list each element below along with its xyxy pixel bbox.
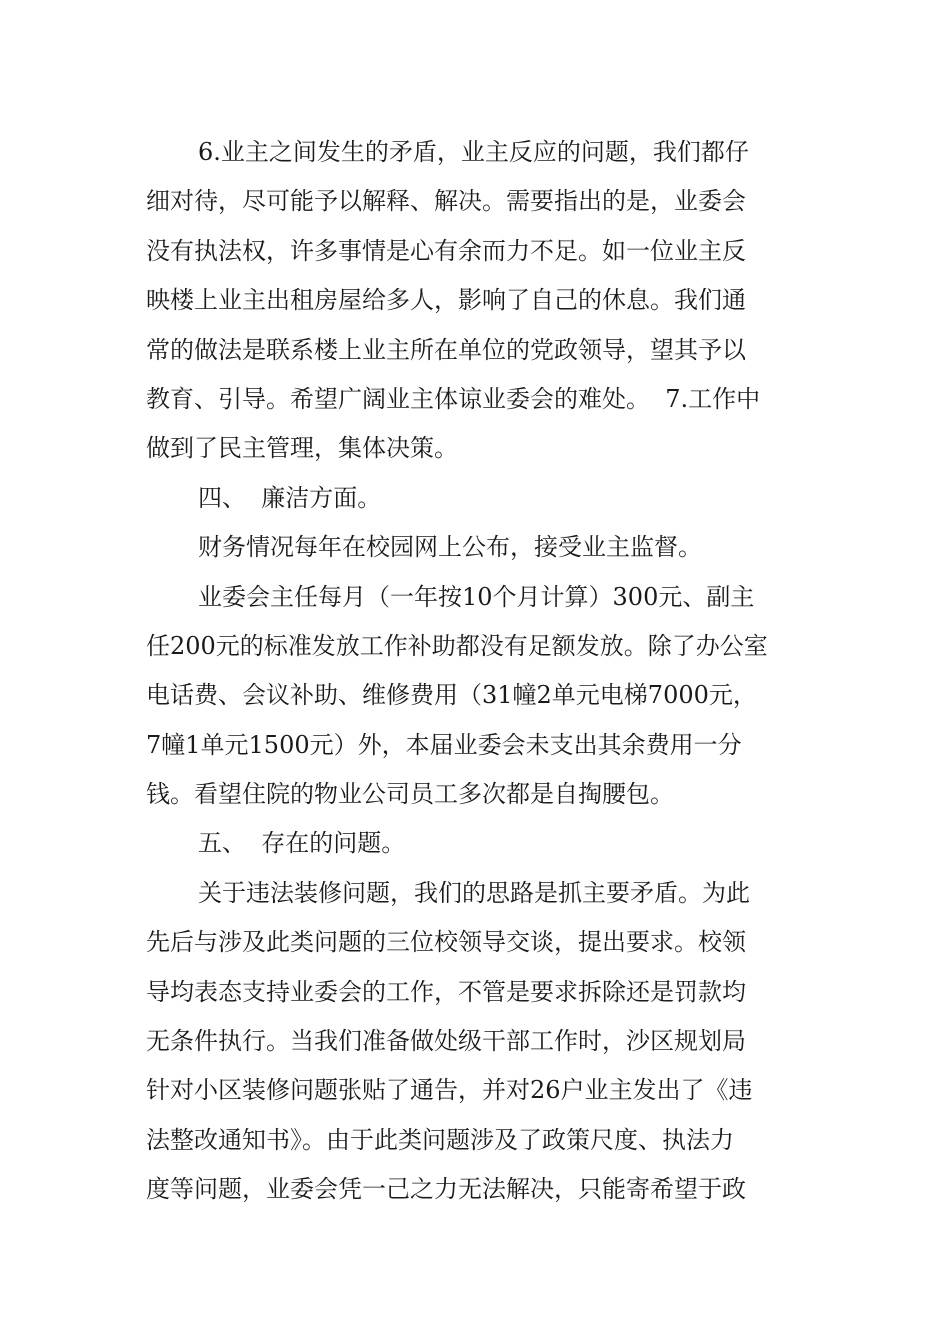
paragraph-line: 针对小区装修问题张贴了通告，并对26户业主发出了《违 [146,1076,753,1105]
document-page [146,128,832,1215]
paragraph-line: 做到了民主管理，集体决策。 [146,434,458,463]
paragraph-line: 7幢1单元1500元）外，本届业委会未支出其余费用一分 [146,730,742,759]
paragraph-line: 教育、引导。希望广阔业主体谅业委会的难处。 7.工作中 [146,384,761,413]
section-heading: 四、 廉洁方面。 [198,483,382,512]
paragraph-line: 常的做法是联系楼上业主所在单位的党政领导，望其予以 [146,335,746,364]
paragraph-line: 财务情况每年在校园网上公布，接受业主监督。 [198,533,702,562]
paragraph-line: 无条件执行。当我们准备做处级干部工作时，沙区规划局 [146,1027,746,1056]
paragraph-line: 导均表态支持业委会的工作，不管是要求拆除还是罚款均 [146,977,746,1006]
paragraph-line: 先后与涉及此类问题的三位校领导交谈，提出要求。校领 [146,928,746,957]
paragraph-line: 钱。看望住院的物业公司员工多次都是自掏腰包。 [146,780,674,809]
section-heading: 五、 存在的问题。 [198,829,406,858]
paragraph-line: 关于违法装修问题，我们的思路是抓主要矛盾。为此 [198,878,750,907]
paragraph-line: 度等问题，业委会凭一己之力无法解决，只能寄希望于政 [146,1175,746,1204]
paragraph-line: 细对待，尽可能予以解释、解决。需要指出的是，业委会 [146,187,746,216]
paragraph-line: 没有执法权，许多事情是心有余而力不足。如一位业主反 [146,236,746,265]
paragraph-line: 映楼上业主出租房屋给多人，影响了自己的休息。我们通 [146,286,746,315]
paragraph-line: 6.业主之间发生的矛盾，业主反应的问题，我们都仔 [198,138,749,166]
paragraph-line: 业委会主任每月（一年按10个月计算）300元、副主 [198,582,755,611]
paragraph-line: 法整改通知书》。由于此类问题涉及了政策尺度、执法力 [146,1125,734,1154]
paragraph-line: 电话费、会议补助、维修费用（31幢2单元电梯7000元， [146,681,757,710]
paragraph-line: 任200元的标准发放工作补助都没有足额发放。除了办公室 [146,631,768,660]
